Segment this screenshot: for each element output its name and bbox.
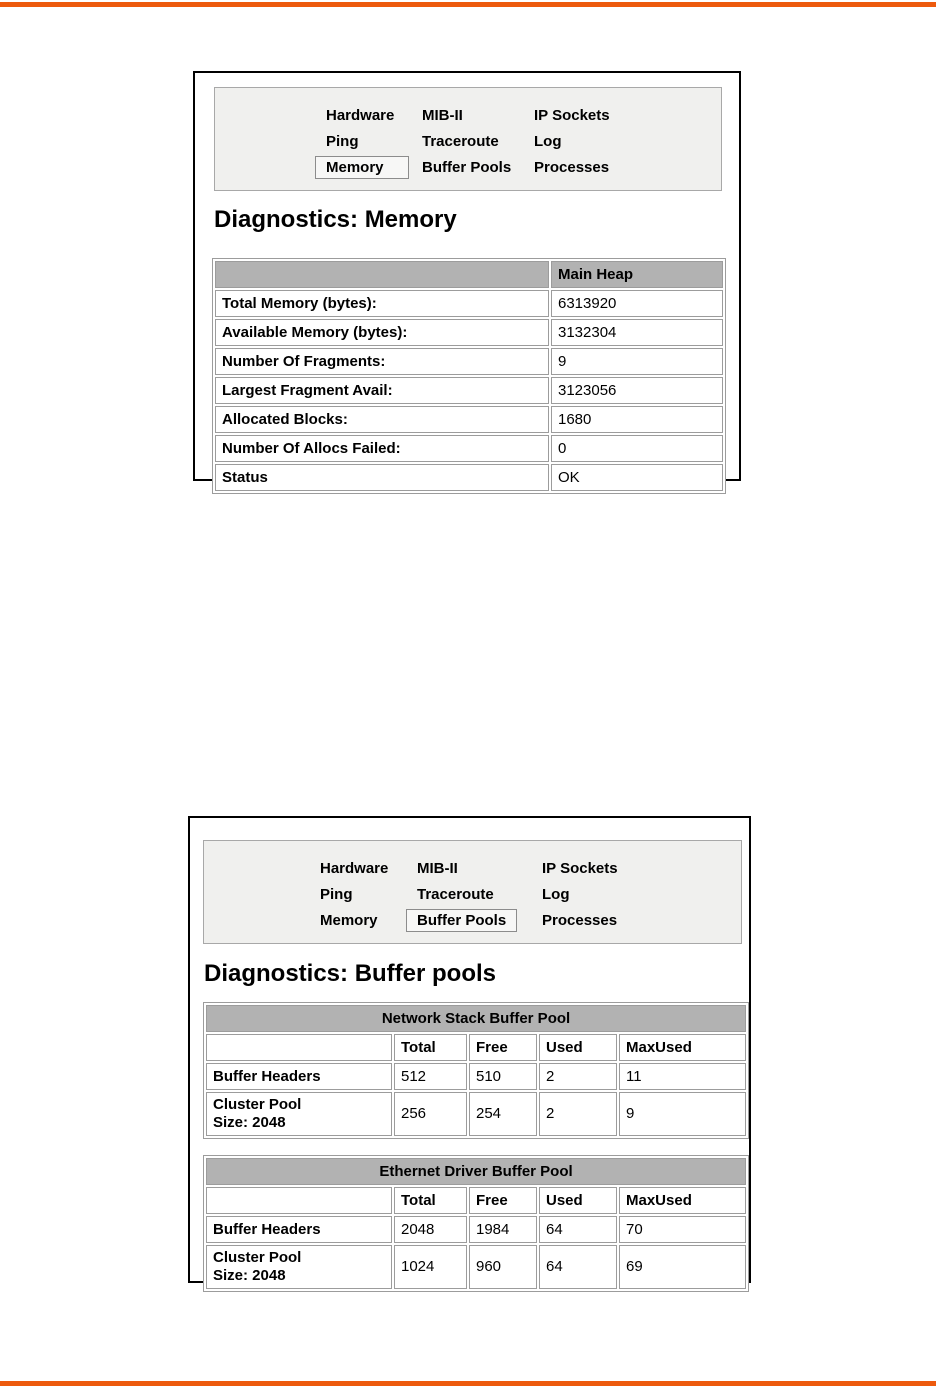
menu-item-label: Memory xyxy=(320,911,378,929)
column-header-free: Free xyxy=(469,1034,537,1061)
row-label xyxy=(206,1092,392,1136)
row-value: 69 xyxy=(619,1245,746,1289)
menu-item-log[interactable] xyxy=(542,884,741,905)
menu-item-ip-sockets[interactable] xyxy=(542,858,741,879)
row-value: 64 xyxy=(539,1216,617,1243)
row-label: Total Memory (bytes): xyxy=(215,290,549,317)
menu-item-label: Traceroute xyxy=(422,132,499,150)
menu-item-traceroute[interactable] xyxy=(417,884,542,905)
menu-item-buffer-pools[interactable] xyxy=(422,157,534,178)
row-label: Available Memory (bytes): xyxy=(215,319,549,346)
table-row xyxy=(215,435,723,462)
row-value: 11 xyxy=(619,1063,746,1090)
row-label-line1: Cluster Pool xyxy=(213,1249,302,1266)
menu-item-label: MIB-II xyxy=(417,859,458,877)
menu-item-hardware[interactable] xyxy=(326,105,422,126)
column-header-used: Used xyxy=(539,1034,617,1061)
table-title-row xyxy=(206,1158,746,1185)
row-value: 1984 xyxy=(469,1216,537,1243)
menu-item-label: Log xyxy=(534,132,562,150)
table-header-row xyxy=(215,261,723,288)
row-value: 2 xyxy=(539,1063,617,1090)
row-value: 2048 xyxy=(394,1216,467,1243)
column-header-total: Total xyxy=(394,1034,467,1061)
row-value status-value: OK xyxy=(551,464,723,491)
menu-item-label: Traceroute xyxy=(417,885,494,903)
row-label-line2: Size: 2048 xyxy=(213,1114,286,1131)
menu-item-label: Buffer Pools xyxy=(406,909,517,932)
menu-item-label: Log xyxy=(542,885,570,903)
row-label: Number Of Fragments: xyxy=(215,348,549,375)
table-title: Network Stack Buffer Pool xyxy=(206,1005,746,1032)
table-row xyxy=(215,464,723,491)
table-title: Ethernet Driver Buffer Pool xyxy=(206,1158,746,1185)
row-value: 9 xyxy=(551,348,723,375)
memory-table xyxy=(212,258,726,494)
table-row xyxy=(215,290,723,317)
row-value: 64 xyxy=(539,1245,617,1289)
table-row xyxy=(215,319,723,346)
table-row xyxy=(206,1245,746,1289)
menu-item-mib-ii[interactable] xyxy=(422,105,534,126)
table-title-row xyxy=(206,1005,746,1032)
table-row xyxy=(206,1216,746,1243)
header-blank-cell xyxy=(206,1187,392,1214)
column-header-maxused: MaxUsed xyxy=(619,1187,746,1214)
menu-item-processes[interactable] xyxy=(534,157,721,178)
table-header-row xyxy=(206,1034,746,1061)
row-label: Buffer Headers xyxy=(206,1216,392,1243)
menu-item-label: Processes xyxy=(534,158,610,176)
column-header-maxused: MaxUsed xyxy=(619,1034,746,1061)
menu-item-label: MIB-II xyxy=(422,106,463,124)
row-label: Buffer Headers xyxy=(206,1063,392,1090)
row-value: 6313920 xyxy=(551,290,723,317)
row-value: 510 xyxy=(469,1063,537,1090)
row-label: Number Of Allocs Failed: xyxy=(215,435,549,462)
column-header-free: Free xyxy=(469,1187,537,1214)
menu-item-traceroute[interactable] xyxy=(422,131,534,152)
page-title-diagnostics-buffer-pools: Diagnostics: Buffer pools xyxy=(204,960,497,987)
page-title-diagnostics-memory: Diagnostics: Memory xyxy=(214,206,457,233)
bottom-accent-bar xyxy=(0,1381,936,1386)
table-row xyxy=(215,406,723,433)
menu-item-mib-ii[interactable] xyxy=(417,858,542,879)
row-value: 3123056 xyxy=(551,377,723,404)
row-value: 254 xyxy=(469,1092,537,1136)
menu-item-hardware[interactable] xyxy=(320,858,417,879)
row-value: 960 xyxy=(469,1245,537,1289)
row-value: 1680 xyxy=(551,406,723,433)
menu-item-label: Ping xyxy=(320,885,353,903)
menu-item-label: Buffer Pools xyxy=(422,158,512,176)
ethernet-driver-buffer-pool-table xyxy=(203,1155,749,1292)
table-header-row xyxy=(206,1187,746,1214)
menu-item-ping[interactable] xyxy=(326,131,422,152)
menu-item-label: Hardware xyxy=(320,859,389,877)
diagnostics-menu xyxy=(214,87,722,191)
menu-item-buffer-pools-selected[interactable] xyxy=(417,909,542,932)
row-value: 3132304 xyxy=(551,319,723,346)
table-row xyxy=(215,377,723,404)
screenshot-diagnostics-buffer-pools xyxy=(188,816,751,1283)
menu-item-label: IP Sockets xyxy=(542,859,618,877)
menu-item-label: Processes xyxy=(542,911,618,929)
menu-item-label: Ping xyxy=(326,132,359,150)
row-value: 256 xyxy=(394,1092,467,1136)
column-header-used: Used xyxy=(539,1187,617,1214)
header-main-heap: Main Heap xyxy=(551,261,723,288)
network-stack-buffer-pool-table xyxy=(203,1002,749,1139)
row-label xyxy=(206,1245,392,1289)
diagnostics-menu xyxy=(203,840,742,944)
row-value: 0 xyxy=(551,435,723,462)
header-blank-cell xyxy=(206,1034,392,1061)
menu-item-label: IP Sockets xyxy=(534,106,610,124)
screenshot-diagnostics-memory xyxy=(193,71,741,486)
menu-item-memory-selected[interactable] xyxy=(326,156,422,179)
row-label-line1: Cluster Pool xyxy=(213,1096,302,1113)
header-blank-cell xyxy=(215,261,549,288)
menu-item-ip-sockets[interactable] xyxy=(534,105,721,126)
menu-item-label: Memory xyxy=(315,156,409,179)
table-row xyxy=(206,1092,746,1136)
table-row xyxy=(215,348,723,375)
row-value: 512 xyxy=(394,1063,467,1090)
column-header-total: Total xyxy=(394,1187,467,1214)
menu-item-log[interactable] xyxy=(534,131,721,152)
row-value: 70 xyxy=(619,1216,746,1243)
row-label-line2: Size: 2048 xyxy=(213,1267,286,1284)
table-row xyxy=(206,1063,746,1090)
row-value: 9 xyxy=(619,1092,746,1136)
row-label: Allocated Blocks: xyxy=(215,406,549,433)
row-value: 1024 xyxy=(394,1245,467,1289)
menu-item-ping[interactable] xyxy=(320,884,417,905)
menu-item-label: Hardware xyxy=(326,106,395,124)
row-label: Status xyxy=(215,464,549,491)
row-label: Largest Fragment Avail: xyxy=(215,377,549,404)
top-accent-bar xyxy=(0,2,936,7)
row-value: 2 xyxy=(539,1092,617,1136)
menu-item-memory[interactable] xyxy=(320,910,417,931)
menu-item-processes[interactable] xyxy=(542,910,741,931)
